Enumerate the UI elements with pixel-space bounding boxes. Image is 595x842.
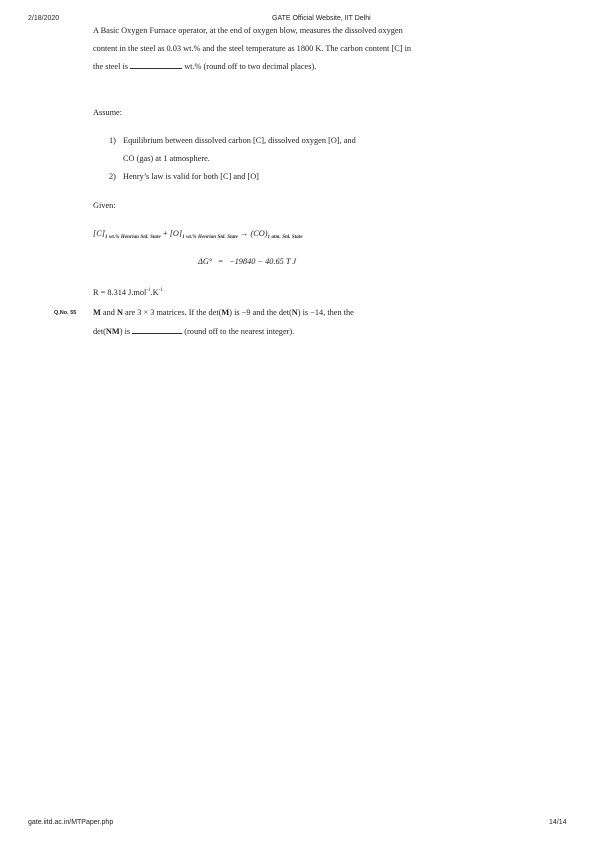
question-body-text-1: A Basic Oxygen Furnace operator, at the end of oxygen blow, measures the dissolved oxygen content in the steel as 0.03 wt.% and the steel temperature as 1800 K. The carbon content [C] in the steel is (93, 26, 412, 71)
gas-constant-sup2: -1 (158, 288, 163, 293)
q55-m: M (93, 308, 101, 317)
gibbs-equals: = (218, 257, 223, 266)
assumption-1-line2: CO (gas) at 1 atmosphere. (123, 154, 210, 163)
q55-text-a: are 3 × 3 matrices. If the det( (122, 308, 222, 317)
assumption-2-number: 2) (109, 172, 116, 181)
gas-constant-sup1: -1 (146, 288, 151, 293)
reaction-carbon: [C] (93, 229, 105, 238)
gas-constant (93, 285, 163, 299)
assumption-1-number: 1) (109, 136, 116, 145)
reaction-carbon-state: 1 wt.% Henrian Std. State (105, 235, 161, 240)
q55-line1 (93, 307, 354, 319)
reaction-plus: + (162, 229, 168, 238)
answer-blank (130, 60, 182, 69)
header-date: 2/18/2020 (28, 15, 60, 22)
assumption-1-line1: Equilibrium between dissolved carbon [C], dissolved oxygen [O], and (123, 136, 356, 145)
reaction-arrow: → (240, 229, 249, 238)
gas-constant-mid: .K (150, 288, 159, 297)
q55-line2 (93, 325, 294, 338)
reaction-co: (CO) (250, 229, 268, 238)
gibbs-equation (198, 256, 296, 268)
footer-page-number: 14/14 (549, 819, 567, 826)
reaction-oxygen: [O] (169, 229, 183, 238)
reaction-co-state: 1 atm. Std. State (267, 235, 303, 240)
q55-is: ) is (119, 327, 131, 336)
q55-nm: NM (105, 327, 120, 336)
q55-text-b: ) is −9 and the det( (229, 308, 292, 317)
assume-label: Assume: (93, 108, 123, 117)
header-site-title: GATE Official Website, IIT Delhi (272, 15, 371, 22)
given-label: Given: (93, 201, 116, 210)
q55-n: N (116, 308, 123, 317)
gibbs-lhs: ΔG° (198, 257, 213, 266)
reaction-oxygen-state: 1 wt.% Henrian Std. State (182, 235, 238, 240)
q55-round-note: (round off to the nearest integer). (184, 327, 295, 336)
question-body-text-2: wt.% (round off to two decimal places). (184, 62, 317, 71)
gibbs-rhs: −19840 − 40.65 T J (229, 257, 297, 266)
gas-constant-text: R = 8.314 J.mol (93, 288, 147, 297)
q55-text-c: ) is −14, then the (297, 308, 354, 317)
q55-and: and (100, 308, 117, 317)
q55-n2: N (291, 308, 298, 317)
assumption-2-line1: Henry’s law is valid for both [C] and [O] (123, 172, 259, 181)
q55-m2: M (221, 308, 230, 317)
q55-answer-blank (132, 325, 182, 334)
reaction-equation (93, 228, 303, 244)
question-body (93, 22, 423, 76)
q55-det-open: det( (93, 327, 106, 336)
footer-url[interactable]: gate.iitd.ac.in/MTPaper.php (28, 819, 114, 826)
question-number: Q.No. 55 (54, 310, 77, 316)
